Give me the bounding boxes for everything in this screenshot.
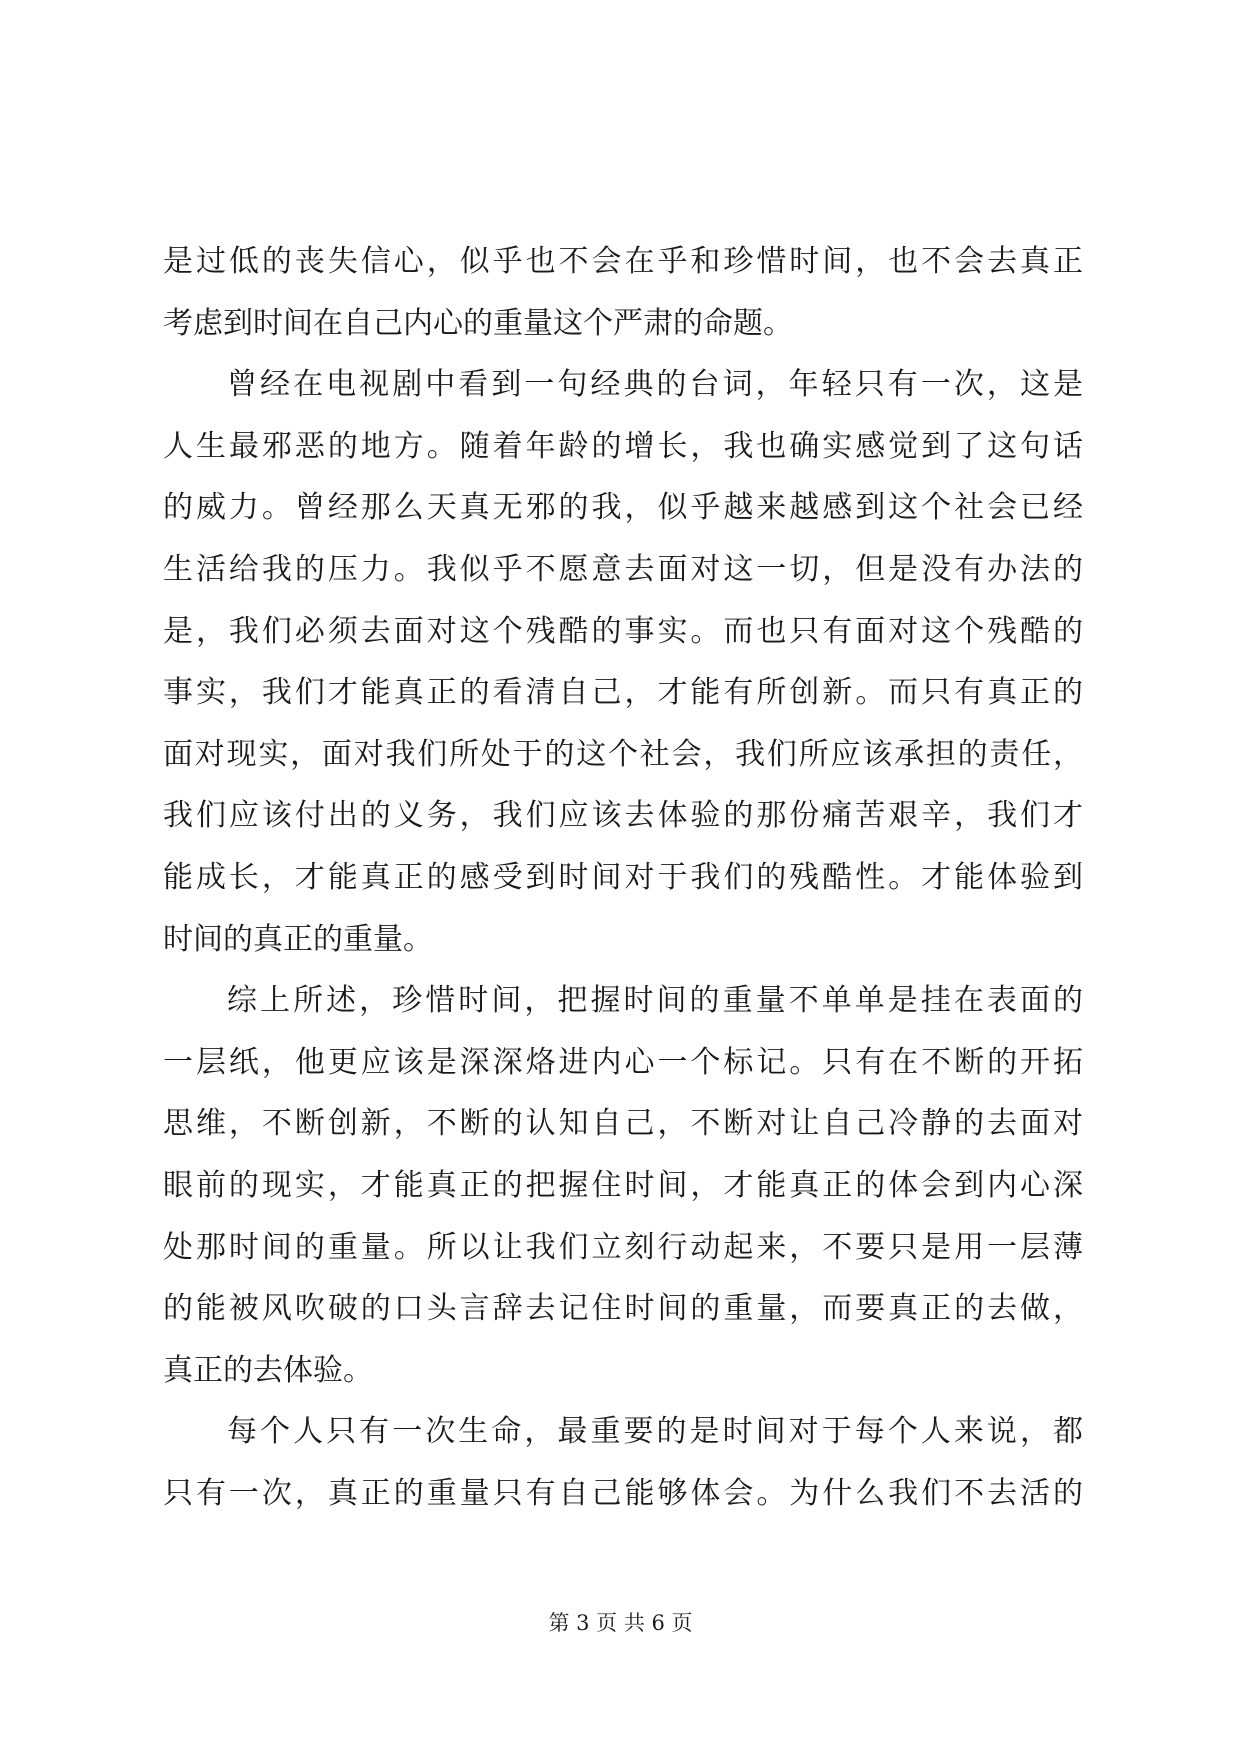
text-line: 是，我们必须去面对这个残酷的事实。而也只有面对这个残酷的 (163, 613, 1083, 649)
text-line: 考虑到时间在自己内心的重量这个严肃的命题。 (163, 305, 793, 341)
text-line: 处那时间的重量。所以让我们立刻行动起来，不要只是用一层薄 (163, 1229, 1083, 1265)
text-line: 是过低的丧失信心，似乎也不会在乎和珍惜时间，也不会去真正 (163, 244, 1083, 279)
body-text (163, 231, 1083, 1524)
page-number: 第 3 页 共 6 页 (548, 1611, 693, 1635)
text-line: 人生最邪恶的地方。随着年龄的增长，我也确实感觉到了这句话 (163, 428, 1083, 464)
text-line: 只有一次，真正的重量只有自己能够体会。为什么我们不去活的 (163, 1475, 1083, 1511)
text-line: 的威力。曾经那么天真无邪的我，似乎越来越感到这个社会已经 (163, 490, 1083, 526)
text-line: 综上所述，珍惜时间，把握时间的重量不单单是挂在表面的 (227, 983, 1083, 1019)
text-line: 事实，我们才能真正的看清自己，才能有所创新。而只有真正的 (163, 675, 1083, 711)
text-line: 思维，不断创新，不断的认知自己，不断对让自己冷静的去面对 (163, 1106, 1083, 1142)
text-line: 能成长，才能真正的感受到时间对于我们的残酷性。才能体验到 (163, 859, 1083, 895)
page-footer (0, 1608, 1241, 1638)
text-line: 生活给我的压力。我似乎不愿意去面对这一切，但是没有办法的 (163, 551, 1083, 587)
text-line: 眼前的现实，才能真正的把握住时间，才能真正的体会到内心深 (163, 1167, 1083, 1203)
text-line: 曾经在电视剧中看到一句经典的台词，年轻只有一次，这是 (227, 367, 1083, 403)
text-line: 每个人只有一次生命，最重要的是时间对于每个人来说，都 (227, 1414, 1083, 1450)
text-line: 时间的真正的重量。 (163, 921, 433, 957)
text-line: 一层纸，他更应该是深深烙进内心一个标记。只有在不断的开拓 (163, 1044, 1083, 1080)
text-line: 真正的去体验。 (163, 1352, 373, 1388)
text-line: 面对现实，面对我们所处于的这个社会，我们所应该承担的责任， (163, 736, 1083, 772)
text-line: 我们应该付出的义务，我们应该去体验的那份痛苦艰辛，我们才 (163, 798, 1083, 834)
text-line: 的能被风吹破的口头言辞去记住时间的重量，而要真正的去做， (163, 1291, 1083, 1327)
